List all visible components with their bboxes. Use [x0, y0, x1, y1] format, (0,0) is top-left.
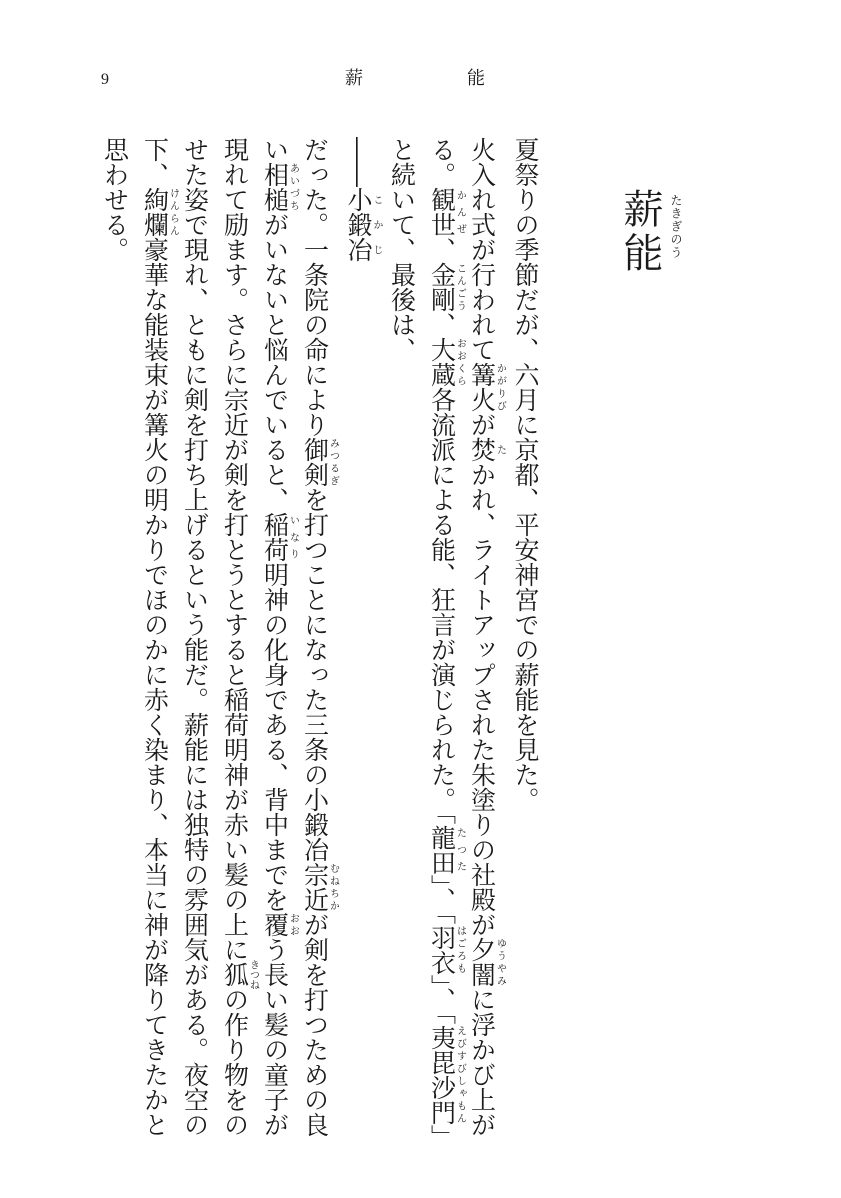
ruby-word: 狐きつね — [220, 959, 259, 990]
body-text-run: う長い髪の童子が現れて励ます。さらに宗近が剣を打とうとすると稲荷明神が赤い髪の上に — [220, 137, 290, 1137]
ruby-reading: たつた — [454, 824, 466, 875]
body-text-run: 各流派による能、狂言が演じられた。「 — [427, 387, 457, 825]
ruby-reading: むねちか — [327, 862, 339, 912]
body-text-run: ―― — [344, 137, 373, 187]
ruby-word: 宗近むねちか — [300, 862, 339, 912]
title-ruby: たきぎのう — [669, 194, 683, 259]
ruby-word: 大蔵おおくら — [427, 337, 466, 387]
ruby-word: 夷毘沙門えびすびしゃもん — [427, 1024, 466, 1125]
ruby-word: 羽衣はごろも — [427, 924, 466, 975]
body-text-run: 夏祭りの季節だが、六月に京都、平安神宮での薪能を見た。 — [511, 137, 540, 812]
ruby-word: 絢爛けんらん — [140, 187, 179, 237]
ruby-reading: た — [494, 437, 506, 462]
ruby-word: 金剛こんごう — [427, 262, 466, 312]
body-paragraph — [338, 137, 382, 1137]
ruby-word: 相槌あいづち — [260, 162, 299, 212]
ruby-reading: きつね — [247, 959, 259, 990]
ruby-word: 観世かんぜ — [427, 187, 466, 237]
ruby-word: 御剣みつるぎ — [300, 437, 339, 487]
ruby-reading: いなり — [287, 512, 299, 562]
ruby-reading: おおくら — [454, 337, 466, 387]
ruby-word: 小鍛冶こかじ — [344, 187, 382, 262]
ruby-reading: こんごう — [454, 262, 466, 312]
ruby-reading: かんぜ — [454, 187, 466, 237]
ruby-reading: ゆうやみ — [494, 937, 506, 987]
body-text-run: かれ、ライトアップされた朱塗りの社殿が — [467, 462, 497, 937]
body-text-run: 」、「 — [427, 974, 457, 1025]
body-text-run: 」と続いて、最後は、 — [387, 137, 457, 1137]
ruby-reading: けんらん — [167, 187, 179, 237]
ruby-word: 稲荷いなり — [260, 512, 299, 562]
body-text-run: が剣を打つための良い — [260, 137, 330, 1137]
body-text-run: がいないと悩んでいると、 — [260, 212, 290, 512]
ruby-word: 焚た — [467, 437, 506, 462]
body-text-run: 火入れ式が行われて — [467, 137, 497, 362]
ruby-reading: おお — [287, 912, 299, 937]
ruby-word: 夕闇ゆうやみ — [467, 937, 506, 987]
ruby-reading: みつるぎ — [327, 437, 339, 487]
page-number: 9 — [101, 71, 109, 88]
body-paragraph — [382, 137, 506, 1137]
ruby-reading: えびすびしゃもん — [454, 1024, 466, 1125]
ruby-word: 龍田たつた — [427, 824, 466, 875]
title-block — [614, 188, 684, 318]
body-paragraph — [505, 137, 545, 1137]
ruby-reading: こかじ — [371, 187, 382, 262]
page-title: 薪能 — [617, 188, 663, 276]
ruby-word: 篝火かがりび — [467, 362, 506, 412]
body-text-run: の作り物をのせた姿で現れ、ともに剣を打ち上げるという能だ。薪能には独特の雰囲気がある。夜空の下、 — [140, 137, 250, 1137]
body-text-run: を打つことになった三条の小鍛冶 — [300, 487, 330, 862]
body-paragraph — [95, 137, 339, 1137]
body-text-run: 、 — [427, 237, 457, 262]
body-text-run: 豪華な能装束が篝火の明かりでほのかに赤く染まり、本当に神が降りてきたかと思わせる。 — [100, 137, 170, 1137]
body-text-run: だった。一条院の命により — [300, 137, 330, 437]
ruby-reading: はごろも — [454, 924, 466, 975]
ruby-word: 覆おお — [260, 912, 299, 937]
body-text-run: が — [467, 412, 497, 437]
ruby-reading: かがりび — [494, 362, 506, 412]
running-head: 薪能 — [345, 68, 589, 89]
body-text-run: に浮かび上がる。 — [427, 137, 497, 1137]
body-text-run: 、 — [427, 312, 457, 337]
body-text-run: 明神の化身である、背中までを — [260, 562, 290, 912]
body-text — [87, 137, 545, 1137]
ruby-reading: あいづち — [287, 162, 299, 212]
body-text-run: 」、「 — [427, 874, 457, 925]
